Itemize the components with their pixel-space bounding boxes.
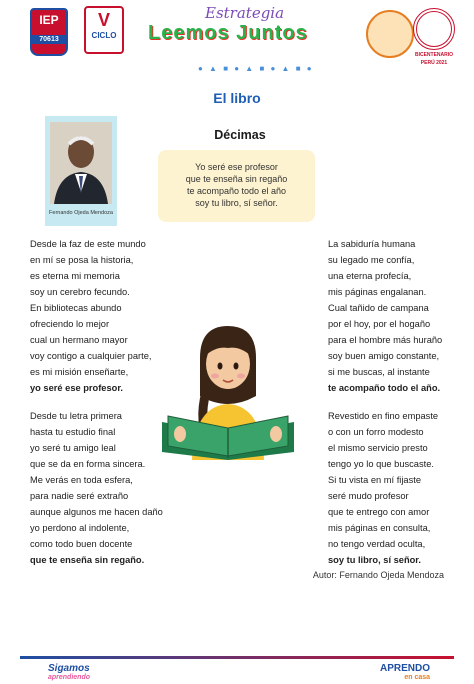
poem-line: tengo yo lo que buscaste. bbox=[328, 459, 434, 469]
poem-line: seré mudo profesor bbox=[328, 491, 409, 501]
photo-caption: Fernando Ojeda Mendoza bbox=[49, 210, 113, 216]
poem-line: Me verás en toda esfera, bbox=[30, 475, 133, 485]
poem-line: yo perdono al indolente, bbox=[30, 523, 130, 533]
poem-line: es mi misión enseñarte, bbox=[30, 367, 129, 377]
poem-line: soy buen amigo constante, bbox=[328, 351, 440, 361]
poem-refrain: yo seré ese profesor. bbox=[30, 383, 124, 393]
poem-line: para el hombre más huraño bbox=[328, 335, 443, 345]
strategy-label: Estrategia bbox=[205, 4, 285, 22]
poem-line: cual un hermano mayor bbox=[30, 335, 128, 345]
poem-line: o con un forro modesto bbox=[328, 427, 424, 437]
poem-line: por el hoy, por el hogaño bbox=[328, 319, 431, 329]
author-credit: Autor: Fernando Ojeda Mendoza bbox=[312, 570, 444, 580]
poem-line: para nadie seré extraño bbox=[30, 491, 129, 501]
poem-line: Revestido en fino empaste bbox=[328, 411, 439, 421]
poem-line: Desde tu letra primera bbox=[30, 411, 122, 421]
poem-line: La sabiduría humana bbox=[328, 239, 416, 249]
footer-divider bbox=[20, 656, 454, 659]
poem-line: que te entrego con amor bbox=[328, 507, 430, 517]
poem-line: Cual tañido de campana bbox=[328, 303, 429, 313]
bicentenario-line1: BICENTENARIO bbox=[414, 52, 454, 58]
poem-line: Si tu vista en mí fijaste bbox=[328, 475, 422, 485]
school-badge bbox=[30, 8, 68, 56]
bicentenario-seal-icon bbox=[413, 8, 455, 50]
bicentenario-logo bbox=[412, 8, 456, 70]
poem-refrain: soy tu libro, sí señor. bbox=[328, 555, 421, 565]
ciclo-number: V bbox=[97, 10, 110, 30]
aprendo-subtitle: en casa bbox=[404, 674, 431, 681]
reading-kids-illustration-icon bbox=[366, 10, 414, 58]
poem-line: si me buscas, al instante bbox=[328, 367, 430, 377]
quote-line: te acompaño todo el año bbox=[186, 186, 287, 196]
author-portrait-icon bbox=[50, 122, 112, 204]
girl-reading-illustration bbox=[152, 322, 304, 460]
poem-line: En bibliotecas abundo bbox=[30, 303, 122, 313]
quote-line: soy tu libro, sí señor. bbox=[195, 198, 278, 208]
quote-line: que te enseña sin regaño bbox=[185, 174, 288, 184]
poem-line: como todo buen docente bbox=[30, 539, 133, 549]
poem-line: mis páginas engalanan. bbox=[328, 287, 427, 297]
poem-line: su legado me confía, bbox=[328, 255, 415, 265]
poem-line: es eterna mi memoria bbox=[30, 271, 120, 281]
girl-reading-book-icon bbox=[152, 322, 304, 460]
quote-line: Yo seré ese profesor bbox=[195, 162, 278, 172]
poem-line: ofreciendo lo mejor bbox=[30, 319, 110, 329]
poem-line: voy contigo a cualquier parte, bbox=[30, 351, 152, 361]
poem-line: mis páginas en consulta, bbox=[328, 523, 431, 533]
author-photo bbox=[50, 122, 112, 204]
poem-line: yo seré tu amigo leal bbox=[30, 443, 116, 453]
school-badge-title: IEP bbox=[39, 13, 59, 27]
ciclo-label: CICLO bbox=[91, 31, 117, 40]
poem-line: Desde la faz de este mundo bbox=[30, 239, 146, 249]
poem-line: el mismo servicio presto bbox=[328, 443, 428, 453]
page-header bbox=[0, 0, 474, 78]
quote-box bbox=[158, 150, 315, 222]
page-title: El libro bbox=[213, 90, 261, 106]
strategy-title bbox=[148, 22, 308, 45]
sigamos-title: Sigamos bbox=[48, 663, 90, 674]
poem-line: no tengo verdad oculta, bbox=[328, 539, 426, 549]
sigamos-aprendiendo-logo bbox=[48, 664, 90, 682]
poem-line: que se da en forma sincera. bbox=[30, 459, 146, 469]
section-title: Décimas bbox=[214, 128, 266, 142]
author-photo-card bbox=[45, 116, 117, 226]
aprendo-en-casa-logo bbox=[380, 664, 430, 682]
poem-line: hasta tu estudio final bbox=[30, 427, 116, 437]
bicentenario-line2: PERÚ 2021 bbox=[420, 60, 448, 66]
poem-refrain: que te enseña sin regaño. bbox=[30, 555, 145, 565]
ciclo-badge bbox=[84, 6, 124, 54]
decorative-shapes-icon: ● ▲ ■ ● ▲ ■ ● ▲ ■ ● bbox=[198, 64, 314, 73]
school-badge-code: 70613 bbox=[32, 35, 66, 44]
poem-line: soy un cerebro fecundo. bbox=[30, 287, 130, 297]
poem-line: una eterna profecía, bbox=[328, 271, 412, 281]
poem-line: aunque algunos me hacen daño bbox=[30, 507, 163, 517]
poem-line: en mí se posa la historia, bbox=[30, 255, 134, 265]
aprendo-title: APRENDO bbox=[380, 663, 431, 674]
strategy-title-text: Leemos Juntos bbox=[148, 22, 308, 44]
sigamos-subtitle: aprendiendo bbox=[48, 674, 91, 681]
poem-refrain: te acompaño todo el año. bbox=[328, 383, 441, 393]
